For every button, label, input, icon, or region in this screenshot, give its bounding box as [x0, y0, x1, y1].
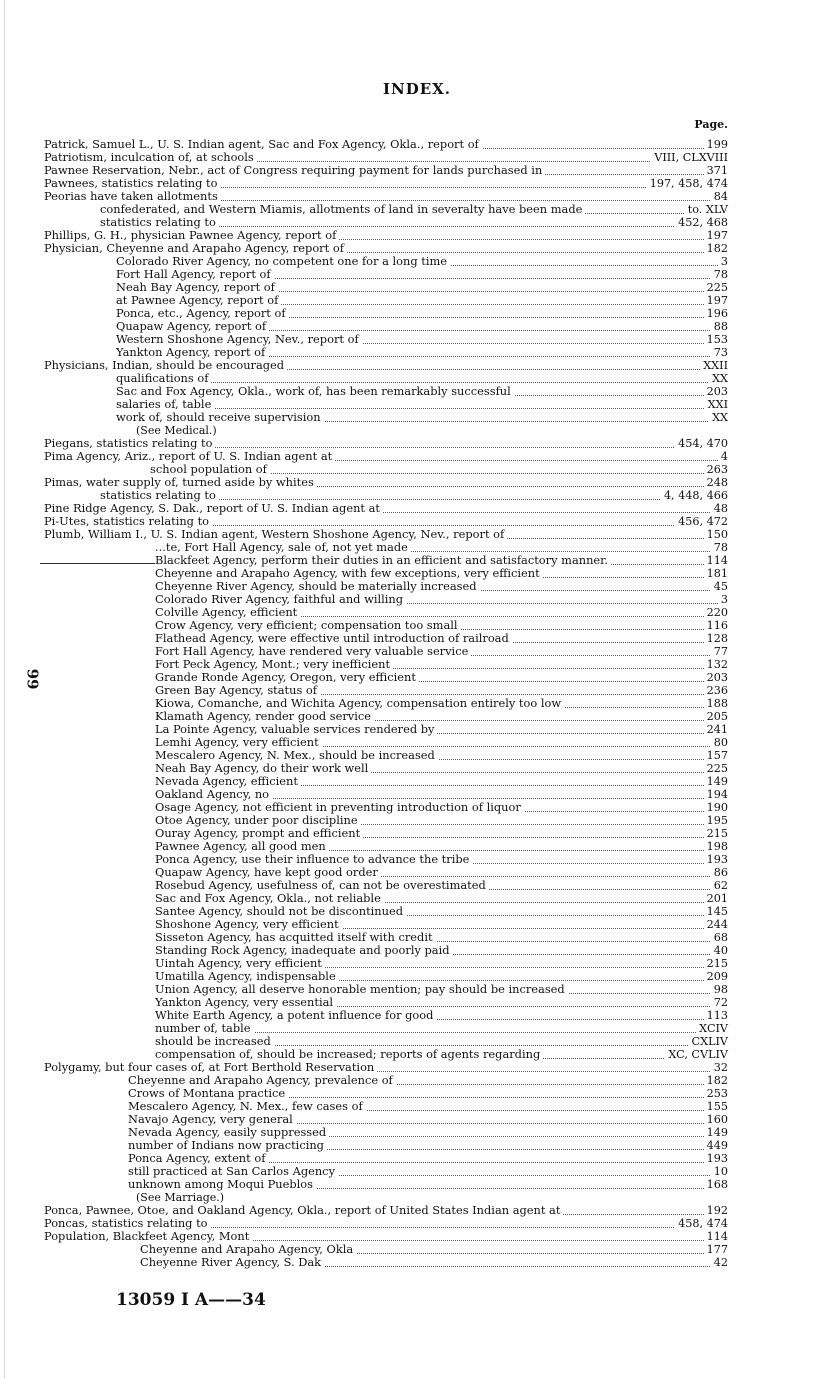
entry-text: Pi-Utes, statistics relating to: [44, 515, 212, 528]
entry-text: confederated, and Western Miamis, allotments of land in severalty have been made: [100, 203, 585, 216]
index-entry: [0, 1256, 834, 1269]
entry-text: Pima Agency, Ariz., report of U. S. Indian agent at: [44, 450, 335, 463]
entry-page-number: 209: [704, 970, 728, 983]
entry-page-number: 205: [704, 710, 728, 723]
entry-page-number: XX: [709, 411, 728, 424]
entry-page-number: XX: [709, 372, 728, 385]
entry-page-number: XXII: [700, 359, 728, 372]
entry-page-number: 195: [704, 814, 728, 827]
entry-text: Klamath Agency, render good service: [155, 710, 374, 723]
entry-text: Physicians, Indian, should be encouraged: [44, 359, 287, 372]
entry-page-number: 197: [704, 294, 728, 307]
entry-text: White Earth Agency, a potent influence for good: [155, 1009, 436, 1022]
entry-page-number: 449: [704, 1139, 728, 1152]
entry-text: Colorado River Agency, no competent one for a long time: [116, 255, 450, 268]
entry-page-number: 145: [704, 905, 728, 918]
entry-text: Mescalero Agency, N. Mex., few cases of: [128, 1100, 366, 1113]
entry-page-number: 114: [704, 1230, 728, 1243]
entry-page-number: 248: [704, 476, 728, 489]
entry-page-number: 199: [704, 138, 728, 151]
entry-text: Standing Rock Agency, inadequate and poorly paid: [155, 944, 453, 957]
entry-page-number: 181: [704, 567, 728, 580]
entry-page-number: 225: [704, 281, 728, 294]
entry-page-number: CXLIV: [689, 1035, 728, 1048]
entry-text: Mescalero Agency, N. Mex., should be increased: [155, 749, 438, 762]
entry-text: Phillips, G. H., physician Pawnee Agency, report of: [44, 229, 339, 242]
entry-text: Sisseton Agency, has acquitted itself with credit: [155, 931, 436, 944]
entry-text: Plumb, William I., U. S. Indian agent, Western Shoshone Agency, Nev., report of: [44, 528, 507, 541]
entry-text: Pine Ridge Agency, S. Dak., report of U. S. Indian agent at: [44, 502, 383, 515]
index-entry: [0, 385, 834, 398]
entry-text: should be increased: [155, 1035, 274, 1048]
entry-page-number: 77: [711, 645, 728, 658]
index-entry: [0, 1204, 834, 1217]
index-entry: [0, 749, 834, 762]
entry-page-number: 452, 468: [675, 216, 728, 229]
entry-page-number: 196: [704, 307, 728, 320]
entry-text: Fort Hall Agency, report of: [116, 268, 274, 281]
entry-text: work of, should receive supervision: [116, 411, 324, 424]
entry-page-number: 4: [718, 450, 728, 463]
entry-page-number: 68: [711, 931, 728, 944]
entry-text: number of Indians now practicing: [128, 1139, 327, 1152]
entry-text: Cheyenne and Arapaho Agency, Okla: [140, 1243, 356, 1256]
entry-text: (See Medical.): [136, 424, 220, 437]
index-entry: [0, 1178, 834, 1191]
entry-page-number: 236: [704, 684, 728, 697]
entry-text: Pawnee Reservation, Nebr., act of Congress requiring payment for lands purchased in: [44, 164, 545, 177]
entry-page-number: 3: [718, 593, 728, 606]
entry-page-number: 73: [711, 346, 728, 359]
entry-page-number: 78: [711, 268, 728, 281]
entry-text: Colville Agency, efficient: [155, 606, 300, 619]
entry-page-number: 78: [711, 541, 728, 554]
entry-text: Union Agency, all deserve honorable mention; pay should be increased: [155, 983, 568, 996]
entry-page-number: 456, 472: [675, 515, 728, 528]
entry-page-number: 113: [704, 1009, 728, 1022]
entry-text: (See Marriage.): [136, 1191, 227, 1204]
entry-text: school population of: [150, 463, 270, 476]
entry-text: Poncas, statistics relating to: [44, 1217, 211, 1230]
entry-text: Pawnees, statistics relating to: [44, 177, 220, 190]
entry-text: Umatilla Agency, indispensable: [155, 970, 339, 983]
entry-page-number: 192: [704, 1204, 728, 1217]
index-entry: [0, 632, 834, 645]
entry-text: Kiowa, Comanche, and Wichita Agency, compensation entirely too low: [155, 697, 564, 710]
index-entries: [0, 138, 834, 1269]
index-entry: [0, 671, 834, 684]
entry-page-number: 48: [711, 502, 728, 515]
entry-text: Neah Bay Agency, report of: [116, 281, 278, 294]
entry-text: Shoshone Agency, very efficient: [155, 918, 342, 931]
entry-text: Fort Peck Agency, Mont.; very inefficient: [155, 658, 393, 671]
index-entry: [0, 411, 834, 424]
entry-text: Crow Agency, very efficient; compensation too small: [155, 619, 461, 632]
entry-page-number: 193: [704, 853, 728, 866]
entry-text: qualifications of: [116, 372, 211, 385]
entry-page-number: 177: [704, 1243, 728, 1256]
entry-page-number: 3: [718, 255, 728, 268]
entry-page-number: VIII, CLXVIII: [651, 151, 728, 164]
entry-text: Osage Agency, not efficient in preventing introduction of liquor: [155, 801, 524, 814]
entry-page-number: 220: [704, 606, 728, 619]
entry-page-number: 197: [704, 229, 728, 242]
entry-text: Quapaw Agency, have kept good order: [155, 866, 381, 879]
entry-text: Fort Hall Agency, have rendered very valuable service: [155, 645, 471, 658]
entry-page-number: 149: [704, 775, 728, 788]
entry-page-number: 153: [704, 333, 728, 346]
entry-text: at Pawnee Agency, report of: [116, 294, 281, 307]
entry-text: Flathead Agency, were effective until introduction of railroad: [155, 632, 512, 645]
entry-text: salaries of, table: [116, 398, 214, 411]
entry-page-number: 62: [711, 879, 728, 892]
entry-text: Sac and Fox Agency, Okla., work of, has been remarkably successful: [116, 385, 514, 398]
entry-page-number: 215: [704, 827, 728, 840]
index-entry: [0, 697, 834, 710]
index-entry: [0, 619, 834, 632]
entry-page-number: 253: [704, 1087, 728, 1100]
entry-page-number: 157: [704, 749, 728, 762]
entry-text: Pimas, water supply of, turned aside by whites: [44, 476, 317, 489]
entry-text: Sac and Fox Agency, Okla., not reliable: [155, 892, 384, 905]
entry-text: Physician, Cheyenne and Arapaho Agency, report of: [44, 242, 347, 255]
entry-text: Otoe Agency, under poor discipline: [155, 814, 361, 827]
entry-text: Quapaw Agency, report of: [116, 320, 269, 333]
index-entry: [0, 567, 834, 580]
entry-page-number: 197, 458, 474: [647, 177, 728, 190]
entry-text: statistics relating to: [100, 489, 219, 502]
entry-page-number: 160: [704, 1113, 728, 1126]
entry-text: Ponca, Pawnee, Otoe, and Oakland Agency, Okla., report of United States Indian agent at: [44, 1204, 563, 1217]
entry-text: Cheyenne and Arapaho Agency, prevalence of: [128, 1074, 396, 1087]
entry-text: compensation of, should be increased; reports of agents regarding: [155, 1048, 543, 1061]
entry-page-number: 203: [704, 385, 728, 398]
entry-page-number: 182: [704, 1074, 728, 1087]
entry-text: Population, Blackfeet Agency, Mont: [44, 1230, 252, 1243]
entry-text: number of, table: [155, 1022, 254, 1035]
entry-text: Polygamy, but four cases of, at Fort Berthold Reservation: [44, 1061, 377, 1074]
side-margin-mark: 99: [23, 668, 42, 690]
entry-page-number: 149: [704, 1126, 728, 1139]
entry-text: Blackfeet Agency, perform their duties in an efficient and satisfactory manner.: [155, 554, 611, 567]
entry-page-number: 225: [704, 762, 728, 775]
entry-text: Santee Agency, should not be discontinued: [155, 905, 406, 918]
index-entry: [0, 853, 834, 866]
entry-page-number: 45: [711, 580, 728, 593]
entry-text: statistics relating to: [100, 216, 219, 229]
entry-text: Yankton Agency, very essential: [155, 996, 336, 1009]
entry-page-number: 98: [711, 983, 728, 996]
entry-page-number: 193: [704, 1152, 728, 1165]
entry-text: Rosebud Agency, usefulness of, can not be overestimated: [155, 879, 489, 892]
entry-text: Pawnee Agency, all good men: [155, 840, 329, 853]
entry-page-number: 190: [704, 801, 728, 814]
entry-text: Ouray Agency, prompt and efficient: [155, 827, 363, 840]
entry-page-number: 80: [711, 736, 728, 749]
entry-page-number: 150: [704, 528, 728, 541]
entry-page-number: 168: [704, 1178, 728, 1191]
entry-page-number: 194: [704, 788, 728, 801]
entry-text: ...te, Fort Hall Agency, sale of, not yet made: [155, 541, 411, 554]
entry-page-number: XC, CVLIV: [665, 1048, 728, 1061]
entry-text: Ponca Agency, extent of: [128, 1152, 268, 1165]
entry-text: Lemhi Agency, very efficient: [155, 736, 322, 749]
entry-text: Colorado River Agency, faithful and willing: [155, 593, 406, 606]
entry-page-number: 371: [704, 164, 728, 177]
entry-text: Piegans, statistics relating to: [44, 437, 215, 450]
entry-page-number: 10: [711, 1165, 728, 1178]
entry-page-number: 458, 474: [675, 1217, 728, 1230]
entry-text: Ponca Agency, use their influence to advance the tribe: [155, 853, 472, 866]
entry-text: Cheyenne River Agency, should be materially increased: [155, 580, 480, 593]
entry-text: Western Shoshone Agency, Nev., report of: [116, 333, 362, 346]
entry-text: Yankton Agency, report of: [116, 346, 268, 359]
entry-text: Navajo Agency, very general: [128, 1113, 296, 1126]
entry-page-number: XXI: [705, 398, 728, 411]
entry-text: Neah Bay Agency, do their work well: [155, 762, 371, 775]
entry-text: unknown among Moqui Pueblos: [128, 1178, 316, 1191]
entry-page-number: 88: [711, 320, 728, 333]
entry-page-number: 116: [704, 619, 728, 632]
entry-page-number: 128: [704, 632, 728, 645]
page-column-header: Page.: [694, 118, 728, 131]
entry-text: Patriotism, inculcation of, at schools: [44, 151, 257, 164]
scan-artifact-line: [40, 563, 155, 564]
index-entry: [0, 203, 834, 216]
entry-text: Cheyenne River Agency, S. Dak: [140, 1256, 324, 1269]
entry-page-number: 203: [704, 671, 728, 684]
entry-page-number: 188: [704, 697, 728, 710]
entry-page-number: 32: [711, 1061, 728, 1074]
page-title: INDEX.: [382, 80, 452, 98]
index-entry: [0, 1009, 834, 1022]
entry-text: Grande Ronde Agency, Oregon, very efficient: [155, 671, 419, 684]
entry-page-number: 198: [704, 840, 728, 853]
entry-page-number: 155: [704, 1100, 728, 1113]
entry-page-number: 42: [711, 1256, 728, 1269]
entry-text: Ponca, etc., Agency, report of: [116, 307, 289, 320]
entry-text: Peorias have taken allotments: [44, 190, 221, 203]
entry-text: Nevada Agency, easily suppressed: [128, 1126, 329, 1139]
entry-page-number: 84: [711, 190, 728, 203]
entry-page-number: 132: [704, 658, 728, 671]
entry-page-number: XCIV: [696, 1022, 728, 1035]
entry-page-number: 114: [704, 554, 728, 567]
entry-page-number: 182: [704, 242, 728, 255]
index-entry: [0, 723, 834, 736]
index-entry: [0, 528, 834, 541]
entry-page-number: 454, 470: [675, 437, 728, 450]
entry-page-number: 86: [711, 866, 728, 879]
entry-page-number: 4, 448, 466: [661, 489, 728, 502]
entry-text: Nevada Agency, efficient: [155, 775, 301, 788]
entry-text: Patrick, Samuel L., U. S. Indian agent, Sac and Fox Agency, Okla., report of: [44, 138, 482, 151]
entry-page-number: 72: [711, 996, 728, 1009]
entry-text: Green Bay Agency, status of: [155, 684, 320, 697]
entry-page-number: 244: [704, 918, 728, 931]
index-entry: [0, 554, 834, 567]
entry-text: Cheyenne and Arapaho Agency, with few exceptions, very efficient: [155, 567, 543, 580]
entry-page-number: 241: [704, 723, 728, 736]
entry-page-number: 201: [704, 892, 728, 905]
entry-text: Uintah Agency, very efficient: [155, 957, 325, 970]
entry-text: Crows of Montana practice: [128, 1087, 288, 1100]
index-entry: [0, 801, 834, 814]
entry-page-number: 263: [704, 463, 728, 476]
entry-text: still practiced at San Carlos Agency: [128, 1165, 338, 1178]
index-entry: [0, 138, 834, 151]
index-entry: [0, 164, 834, 177]
entry-page-number: to. XLV: [685, 203, 728, 216]
entry-text: La Pointe Agency, valuable services rendered by: [155, 723, 437, 736]
entry-page-number: 40: [711, 944, 728, 957]
signature-footer: 13059 I A——34: [116, 1290, 266, 1310]
entry-text: Oakland Agency, no: [155, 788, 272, 801]
entry-page-number: 215: [704, 957, 728, 970]
